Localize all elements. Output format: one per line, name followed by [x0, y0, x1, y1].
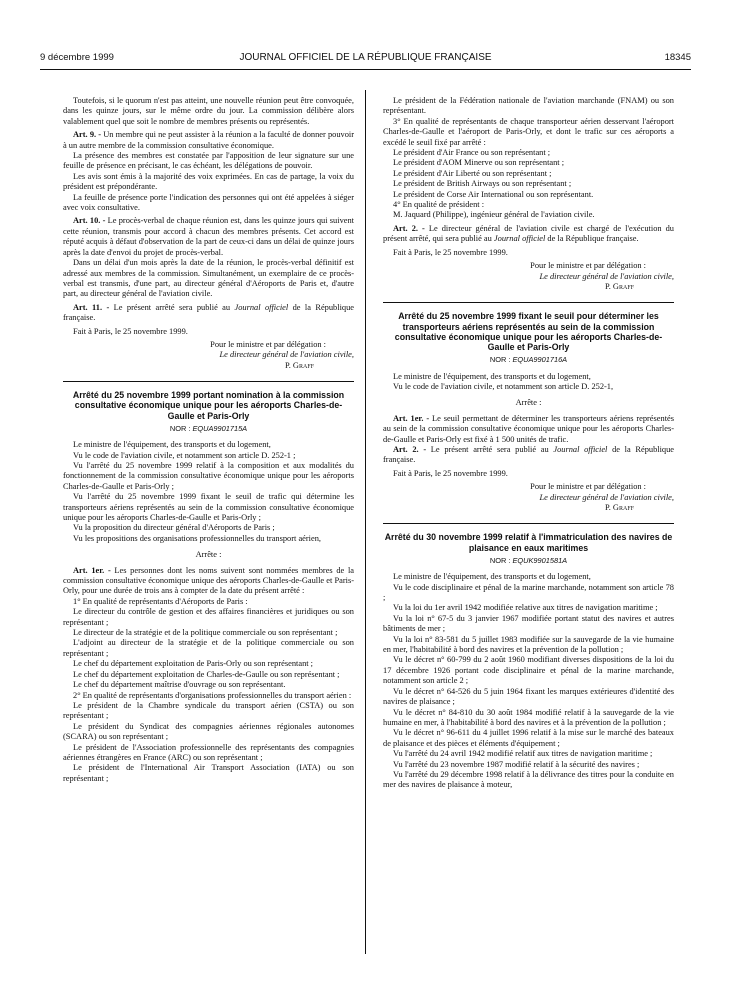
article-1: [383, 414, 674, 445]
article-2: [383, 445, 674, 466]
list-item: Le directeur du contrôle de gestion et des affaires financières et juridiques ou son représentant ;: [63, 607, 354, 627]
decree-title: Arrêté du 25 novembre 1999 fixant le seuil pour déterminer les transporteurs aériens représentés au sein de la commission consultative économique unique pour les aéroports Charles-de-Gaulle et Paris-Orly: [394, 311, 663, 352]
article-text: Les personnes dont les noms suivent sont nommées membres de la commission consultative économique unique des aéroports Charles-de-Gaulle et Paris-Orly, pour une durée de trois ans à compter de la date du présent arrêté :: [63, 565, 354, 596]
fait-a-paris: Fait à Paris, le 25 novembre 1999.: [393, 247, 508, 257]
visa: Vu la proposition du directeur général d'Aéroports de Paris ;: [73, 523, 275, 533]
list-item: Le président d'Air France ou son représentant ;: [393, 148, 551, 158]
decree-title: Arrêté du 30 novembre 1999 relatif à l'immatriculation des navires de plaisance en eaux maritimes: [384, 532, 673, 553]
arrete-heading: Arrête :: [195, 550, 222, 560]
nor-code: EQUA9901716A: [512, 355, 568, 365]
paragraph: Les avis sont émis à la majorité des voix exprimées. En cas de partage, la voix du président est prépondérante.: [63, 171, 354, 192]
visa: Vu la loi du 1er avril 1942 modifiée relative aux titres de navigation maritime ;: [393, 603, 658, 613]
list-item: Le président du Syndicat des compagnies aériennes régionales autonomes (SCARA) ou son représentant ;: [63, 721, 354, 742]
header-journal-title: JOURNAL OFFICIEL DE LA RÉPUBLIQUE FRANÇAISE: [239, 52, 492, 63]
visa: Vu le code de l'aviation civile, et notamment son article D. 252-1,: [393, 381, 614, 391]
article-text: de la République française.: [63, 302, 354, 323]
visa: Vu le décret n° 96-611 du 4 juillet 1996 relatif à la mise sur le marché des bateaux de plaisance et des pièces et éléments d'équipement ;: [383, 728, 674, 748]
nor-label: NOR :: [489, 555, 513, 565]
article-label: Art. 9. -: [73, 130, 102, 140]
paragraph: La feuille de présence porte l'indication des personnes qui ont été appelées à siéger avec voix consultative.: [63, 192, 354, 213]
list-item: Le chef du département exploitation de Charles-de-Gaulle ou son représentant ;: [73, 669, 340, 679]
visa: Vu la loi n° 83-581 du 5 juillet 1983 modifiée sur la sauvegarde de la vie humaine en mer, l'habitabilité à bord des navires et la prévention de la pollution ;: [383, 634, 674, 655]
list-item: Le président de l'International Air Transport Association (IATA) ou son représentant ;: [63, 763, 354, 783]
visa: Vu la loi n° 67-5 du 3 janvier 1967 modifiée portant statut des navires et autres bâtiments de mer ;: [383, 613, 674, 634]
article-text: de la République française.: [383, 444, 675, 465]
list-item: Le président de la Fédération nationale de l'aviation marchande (FNAM) ou son représentant.: [383, 96, 674, 116]
fait-a-paris: Fait à Paris, le 25 novembre 1999.: [73, 326, 188, 336]
paragraph: La présence des membres est constatée par l'apposition de leur signature sur une feuille de présence en précisant, le cas échéant, les délégations de pouvoir.: [63, 151, 354, 171]
arrete-heading: Arrête :: [515, 398, 542, 408]
paragraph: Le ministre de l'équipement, des transports et du logement,: [73, 440, 271, 450]
article-label: Art. 2. -: [393, 223, 425, 233]
paragraph: Toutefois, si le quorum n'est pas atteint, une nouvelle réunion peut être convoquée, dans les quinze jours, sur le même ordre du jour. La commission délibère alors valablement quel que soit le nombre de membres présents ou représentés.: [63, 96, 354, 126]
signature-title: [63, 350, 354, 360]
list-item: Le président de l'Association professionnelle des représentants des compagnies aériennes étrangères en France (ARC) ou son représentant ;: [63, 742, 354, 762]
page-header: [40, 52, 691, 66]
nor-reference: [383, 556, 674, 566]
list-item: M. Jaquard (Philippe), ingénieur général de l'aviation civile.: [393, 210, 595, 220]
list-item: Le président d'Air Liberté ou son représentant ;: [393, 168, 552, 178]
article-text: de la République française.: [545, 234, 639, 244]
left-column: [63, 96, 354, 784]
section-separator: [383, 302, 674, 303]
column-rule: [365, 90, 366, 954]
nor-label: NOR :: [489, 355, 513, 365]
list-item: 1° En qualité de représentants d'Aéroports de Paris :: [73, 596, 248, 606]
journal-officiel-ref: Journal officiel: [493, 234, 546, 244]
visa: Vu l'arrêté du 29 décembre 1998 relatif à la délivrance des titres pour la conduite en mer des navires de plaisance à moteur,: [383, 769, 674, 790]
section-separator: [63, 381, 354, 382]
list-item: Le président de British Airways ou son représentant ;: [393, 179, 572, 189]
article-1: [63, 566, 354, 597]
signature-name: P. Graff: [605, 281, 634, 291]
article-text: Le présent arrêté sera publié au: [426, 444, 554, 454]
article-9: [63, 130, 354, 151]
nor-code: EQUA9901715A: [192, 423, 248, 433]
paragraph: Le ministre de l'équipement, des transports et du logement,: [393, 572, 591, 582]
article-label: Art. 10. -: [73, 216, 106, 226]
list-item: Le président de Corse Air International ou son représentant.: [393, 189, 594, 199]
nor-reference: [383, 355, 674, 365]
visa: Vu l'arrêté du 23 novembre 1987 modifié relatif à la sécurité des navires ;: [393, 759, 640, 769]
decree-title: Arrêté du 25 novembre 1999 portant nomination à la commission consultative économique unique pour les aéroports Charles-de-Gaulle et Paris-Orly: [72, 390, 345, 421]
paragraph: Dans un délai d'un mois après la date de la réunion, le procès-verbal définitif est adressé aux membres de la commission. Simultanément, un exemplaire de ce procès-verbal est transmis, d'une part, au directeur général d'Aéroports de Paris et, d'autre part, au directeur général de l'aviation civile.: [63, 258, 354, 299]
visa: Vu le décret n° 64-526 du 5 juin 1964 fixant les marques extérieures d'identité des navires de plaisance ;: [383, 686, 674, 707]
nor-code: EQUK9901581A: [512, 555, 568, 565]
signature-title-text: Le directeur général de l'aviation civile,: [539, 271, 674, 281]
fait-a-paris: Fait à Paris, le 25 novembre 1999.: [393, 468, 508, 478]
signature-title: [383, 272, 674, 282]
list-item: Le chef du département maîtrise d'ouvrage ou son représentant.: [73, 680, 286, 690]
article-text: Le seuil permettant de déterminer les transporteurs aériens représentés au sein de la commission consultative économique unique pour les aéroports Charles-de-Gaulle et Paris-Orly est fixé à 1 500 unités de trafic.: [383, 413, 674, 444]
list-item: L'adjoint au directeur de la stratégie et de la politique commerciale ou son représentant ;: [63, 638, 354, 658]
visa: Vu le code de l'aviation civile, et notamment son article D. 252-1 ;: [73, 450, 296, 460]
header-rule: [40, 69, 691, 70]
visa: Vu l'arrêté du 24 avril 1942 modifié relatif aux titres de navigation maritime ;: [393, 749, 653, 759]
list-item: 2° En qualité de représentants d'organisations professionnelles du transport aérien :: [73, 690, 352, 700]
list-item: Le président de la Chambre syndicale du transport aérien (CSTA) ou son représentant ;: [63, 700, 354, 721]
right-column: [383, 96, 674, 791]
article-text: Le procès-verbal de chaque réunion est, dans les quinze jours qui suivent cette réunion, transmis pour accord à chacun des membres présents. Cet accord est réputé acquis à défaut d'observation de la part de ceux-ci dans un délai de quinze jours après la date d'envoi du projet de procès-verbal.: [63, 216, 354, 257]
signature-line: Pour le ministre et par délégation :: [530, 261, 646, 271]
visa: Vu l'arrêté du 25 novembre 1999 fixant le seuil de trafic qui détermine les transporteurs aériens représentés au sein de la commission consultative économique unique pour les aéroports Charles-de-Gaulle et Paris-Orly ;: [63, 492, 354, 523]
journal-officiel-ref: Journal officiel: [234, 302, 289, 312]
list-item: Le président d'AOM Minerve ou son représentant ;: [393, 158, 565, 168]
article-10: [63, 216, 354, 258]
signature-line: Pour le ministre et par délégation :: [210, 339, 326, 349]
article-label: Art. 1er. -: [73, 565, 111, 575]
paragraph: Le ministre de l'équipement, des transports et du logement,: [393, 371, 591, 381]
signature-title-text: Le directeur général de l'aviation civile,: [539, 492, 674, 502]
article-label: Art. 11. -: [73, 302, 110, 312]
visa: Vu le décret n° 60-799 du 2 août 1960 modifiant diverses dispositions de la loi du 17 décembre 1926 portant code disciplinaire et pénal de la marine marchande, notamment son article 2 ;: [383, 655, 674, 686]
article-11: [63, 303, 354, 324]
article-label: Art. 1er. -: [393, 413, 430, 423]
visa: Vu les propositions des organisations professionnelles du transport aérien,: [73, 533, 321, 543]
visa: Vu le décret n° 84-810 du 30 août 1984 modifié relatif à la sauvegarde de la vie humaine en mer, à l'habitabilité à bord des navires et à la prévention de la pollution ;: [383, 707, 674, 727]
header-date: 9 décembre 1999: [40, 52, 114, 63]
section-separator: [383, 523, 674, 524]
signature-line: Pour le ministre et par délégation :: [530, 482, 646, 492]
nor-label: NOR :: [169, 423, 193, 433]
visa: Vu l'arrêté du 25 novembre 1999 relatif à la composition et aux modalités du fonctionnement de la commission consultative économique unique pour les aéroports Charles-de-Gaulle et Paris-Orly ;: [63, 460, 354, 491]
article-2: [383, 224, 674, 245]
signature-title: [383, 493, 674, 503]
article-text: Un membre qui ne peut assister à la réunion a la faculté de donner pouvoir à un autre membre de la commission consultative économique.: [63, 130, 355, 150]
article-text: Le présent arrêté sera publié au: [109, 302, 235, 312]
article-label: Art. 2. -: [393, 444, 427, 454]
list-item: Le directeur de la stratégie et de la politique commerciale ou son représentant ;: [73, 628, 338, 638]
visa: Vu le code disciplinaire et pénal de la marine marchande, notamment son article 78 ;: [383, 582, 674, 603]
nor-reference: [63, 424, 354, 434]
header-page-number: 18345: [664, 52, 691, 63]
list-item: 4° En qualité de président :: [393, 200, 485, 210]
list-item: 3° En qualité de représentants de chaque transporteur aérien desservant l'aéroport Charles-de-Gaulle et l'aéroport de Paris-Orly, et dont le trafic sur ces aéroports a excédé le seuil fixé par arrêté :: [383, 116, 674, 147]
signature-name: P. Graff: [605, 503, 634, 512]
signature-name: P. Graff: [285, 360, 314, 370]
list-item: Le chef du département exploitation de Paris-Orly ou son représentant ;: [73, 659, 314, 669]
journal-officiel-ref: Journal officiel: [553, 444, 608, 454]
signature-title-text: Le directeur général de l'aviation civile,: [219, 350, 354, 360]
article-text: Le directeur général de l'aviation civile est chargé de l'exécution du présent arrêté, qui sera publié au: [383, 223, 674, 244]
